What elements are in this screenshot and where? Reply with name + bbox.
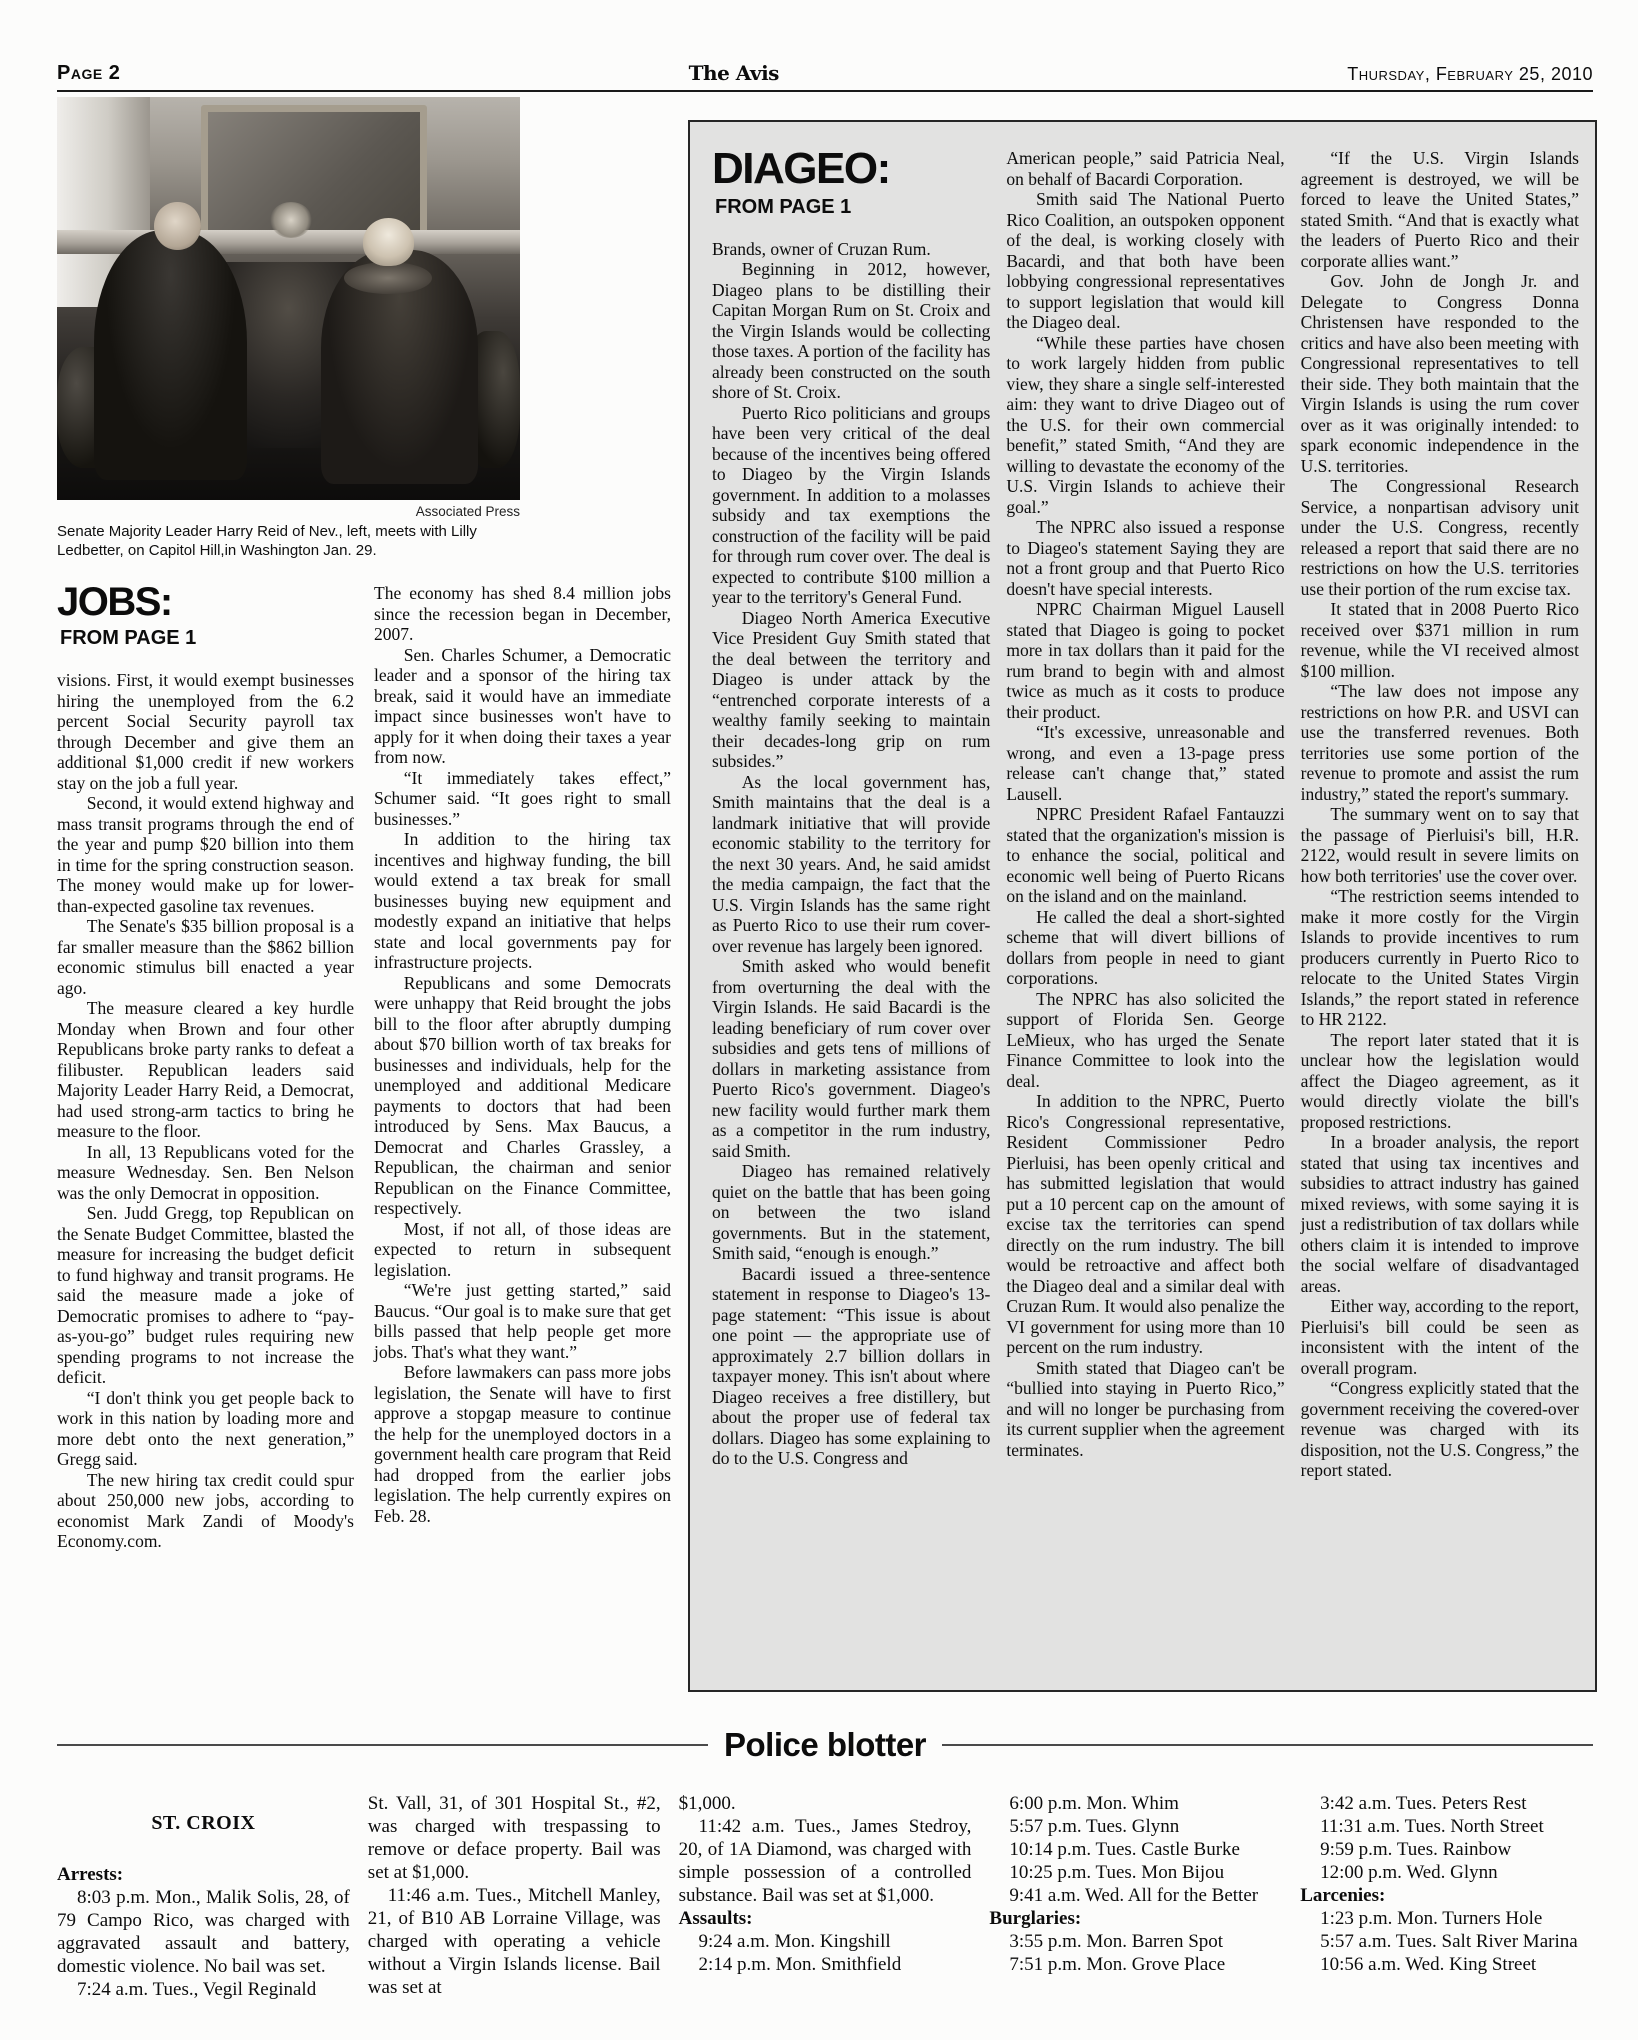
blotter-location-heading: ST. CROIX [151,1812,256,1834]
blotter-header [57,1726,1593,1764]
blotter-entry: St. Vall, 31, of 301 Hospital St., #2, was charged with trespassing to remove or deface property. Bail was set at $1,000. [367,1793,661,1883]
news-photo [57,97,520,500]
blotter-title: Police blotter [723,1726,927,1763]
article-paragraph: As the local government has, Smith maintains that the deal is a landmark initiative that will provide economic stability to the territory for the next 30 years. And, he said amidst the media campaign, the fact that the U.S. Virgin Islands has the same right as Puerto Rico to use their rum cover-over revenue has largely been ignored. [712,771,991,956]
blotter-entry: 9:41 a.m. Wed. All for the Better [1009,1885,1259,1906]
photo-figure-left [94,230,247,480]
newspaper-name: The Avis [688,61,779,85]
diageo-column-2 [1006,148,1284,1672]
article-paragraph: The economy has shed 8.4 million jobs since the recession began in December, 2007. [374,583,671,644]
blotter-entry: 3:42 a.m. Tues. Peters Rest [1320,1793,1527,1814]
article-paragraph: Brands, owner of Cruzan Rum. [712,238,931,259]
article-diageo [688,120,1597,1692]
photo-caption: Senate Majority Leader Harry Reid of Nev., left, meets with Lilly Ledbetter, on Capitol Hill,in Washington Jan. 29. [57,523,477,560]
article-paragraph: “I don't think you get people back to work in this nation by loading more and more debt onto the next generation,” Gregg said. [57,1387,354,1469]
article-paragraph: Smith stated that Diageo can't be “bullied into staying in Puerto Rico,” and will no longer be purchasing from its current supplier when the agreement terminates. [1006,1357,1285,1460]
blotter-category-label: Assaults: [678,1908,753,1929]
article-paragraph: Second, it would extend highway and mass transit programs through the end of the year and pump $20 billion into them in time for the spring construction season. The money would make up for lower-than-expected gasoline tax revenues. [57,793,354,916]
diageo-column-3 [1301,148,1579,1672]
jobs-headline: JOBS: [57,580,172,624]
article-paragraph: Republicans and some Democrats were unhappy that Reid brought the jobs bill to the floor after abruptly dumping about $70 billion worth of tax breaks for businesses and individuals, help for the unemployed and additional Medicare payments to doctors that had been introduced by Sens. Max Baucus, a Democrat and Charles Grassley, a Republican, the chairman and senior Republican on the Finance Committee, respectively. [374,972,671,1218]
article-paragraph: In addition to the hiring tax incentives and highway funding, the bill would extend a tax break for small businesses buying new equipment and modestly expand an initiative that helps state and local governments pay for infrastructure projects. [374,829,671,972]
diageo-kicker: FROM PAGE 1 [715,195,852,218]
masthead [57,54,1593,92]
article-paragraph: Smith said The National Puerto Rico Coalition, an outspoken opponent of the deal, is working closely with Bacardi, and that both have been lobbying congressional representatives to support legislation that would kill the Diageo deal. [1006,189,1285,332]
article-paragraph: NPRC Chairman Miguel Lausell stated that Diageo is going to pocket more in tax dollars than it paid for the rum brand to begin with and almost twice as much as it costs to produce their product. [1006,599,1285,722]
issue-date: Thursday, February 25, 2010 [1347,64,1593,84]
article-paragraph: “It's excessive, unreasonable and wrong, and even a 13-page press release can't change that,” stated Lausell. [1006,722,1285,804]
article-paragraph: Either way, according to the report, Pierluisi's bill could be seen as inconsistent with the intent of the overall program. [1300,1296,1579,1378]
blotter-entry: 2:14 p.m. Mon. Smithfield [698,1954,902,1975]
blotter-entry: 7:24 a.m. Tues., Vegil Reginald [76,1979,317,2000]
rule-left [57,1744,708,1746]
article-paragraph: “The restriction seems intended to make it more costly for the Virgin Islands to provide incentives to rum producers currently in Puerto Rico to relocate to the United States Virgin Islands,” the report stated in reference to HR 2122. [1300,886,1579,1029]
article-paragraph: The Senate's $35 billion proposal is a far smaller measure than the $862 billion economic stimulus bill enacted a year ago. [57,916,354,998]
photo-face-left [154,202,200,250]
blotter-column-5 [1300,1792,1593,2001]
article-paragraph: “If the U.S. Virgin Islands agreement is destroyed, we will be forced to leave the United States,” stated Smith. “And that is exactly what the leaders of Puerto Rico and their corporate allies want.” [1300,148,1579,271]
article-paragraph: “We're just getting started,” said Baucus. “Our goal is to make sure that get bills passed that help people get more jobs. That's what they want.” [374,1280,671,1362]
article-paragraph: visions. First, it would exempt businesses hiring the unemployed from the 6.2 percent Social Security payroll tax through December and give them an additional $1,000 credit if new workers stay on the job a full year. [57,670,354,793]
police-blotter [57,1726,1593,2001]
article-paragraph: In addition to the NPRC, Puerto Rico's Congressional representative, Resident Commissioner Pedro Pierluisi, has been openly critical and has submitted legislation that would put a 10 percent cap on the amount of excise tax the territories can spend directly on the rum industry. The bill would be retroactive and affect both the Diageo deal and a similar deal with Cruzan Rum. It would also penalize the VI government for using more than 10 percent on the rum industry. [1006,1091,1285,1357]
article-paragraph: The new hiring tax credit could spur about 250,000 new jobs, according to economist Mark Zandi of Moody's Economy.com. [57,1469,354,1551]
article-paragraph: The NPRC has also solicited the support of Florida Sen. George LeMieux, who has urged the Senate Finance Committee to look into the deal. [1006,988,1285,1091]
blotter-column-3 [679,1792,972,2001]
blotter-column-4 [989,1792,1282,2001]
article-paragraph: “The law does not impose any restrictions on how P.R. and USVI can use the transferred revenues. Both territories use some portion of the revenue to promote and assist the rum industry,” stated the report's summary. [1300,681,1579,804]
article-paragraph: It stated that in 2008 Puerto Rico received over $371 million in rum revenue, while the VI received almost $100 million. [1300,599,1579,681]
blotter-entry: 5:57 a.m. Tues. Salt River Marina [1320,1931,1578,1952]
article-paragraph: In all, 13 Republicans voted for the measure Wednesday. Sen. Ben Nelson was the only Democrat in opposition. [57,1141,354,1203]
article-paragraph: He called the deal a short-sighted scheme that will divert billions of dollars from people in need to giant corporations. [1006,906,1285,988]
blotter-entry: 8:03 p.m. Mon., Malik Solis, 28, of 79 Campo Rico, was charged with aggravated assault and battery, domestic violence. No bail was set. [57,1887,350,1977]
article-paragraph: American people,” said Patricia Neal, on behalf of Bacardi Corporation. [1006,148,1285,189]
jobs-column-1 [57,580,354,1552]
article-paragraph: The Congressional Research Service, a nonpartisan advisory unit under the U.S. Congress, recently released a report that said there are no restrictions on how the U.S. territories use their portion of the rum excise tax. [1300,476,1579,599]
photo-face-right [363,218,414,266]
blotter-entry: 9:24 a.m. Mon. Kingshill [698,1931,891,1952]
blotter-entry: 11:42 a.m. Tues., James Stedroy, 20, of 1A Diamond, was charged with simple possession of a controlled substance. Bail was set at $1,000. [678,1816,972,1906]
article-paragraph: Most, if not all, of those ideas are expected to return in subsequent legislation. [374,1218,671,1280]
blotter-column-1 [57,1792,350,2001]
photo-flowers-shape [270,202,312,238]
jobs-kicker: FROM PAGE 1 [60,627,197,649]
blotter-entry: 10:25 p.m. Tues. Mon Bijou [1009,1862,1225,1883]
article-paragraph: Diageo has remained relatively quiet on the battle that has been going on between the two island governments. But in the statement, Smith said, “enough is enough.” [712,1161,991,1264]
article-paragraph: Sen. Charles Schumer, a Democratic leader and a sponsor of the hiring tax break, said it would have an immediate impact since businesses won't have to apply for it when doing their taxes a year from now. [374,644,671,767]
blotter-columns [57,1792,1593,2001]
article-paragraph: Bacardi issued a three-sentence statement in response to Diageo's 13-page statement: “This issue is about one point — the appropriate use of approximately 2.7 billion dollars in taxpayer money. This isn't about where Diageo receives a free distillery, but about the proper use of federal tax dollars. Diageo has some explaining to do to the U.S. Congress and [712,1263,991,1469]
article-paragraph: In a broader analysis, the report stated that using tax incentives and subsidies to attract industry has gained mixed reviews, with some saying it is just a redistribution of tax dollars while others claim it is intended to improve the social welfare of disadvantaged areas. [1300,1132,1579,1296]
blotter-entry: 11:31 a.m. Tues. North Street [1320,1816,1544,1837]
blotter-entry: 5:57 p.m. Tues. Glynn [1009,1816,1180,1837]
article-paragraph: Diageo North America Executive Vice President Guy Smith stated that the deal between the territory and Diageo is under attack by the “entrenched corporate interests of a wealthy family seeking to maintain their decades-long grip on rum subsides.” [712,607,991,772]
diageo-headline: DIAGEO: [712,144,890,193]
diageo-column-1 [712,144,991,1672]
photo-credit: Associated Press [415,504,520,519]
article-paragraph: The measure cleared a key hurdle Monday when Brown and four other Republicans broke party ranks to defeat a filibuster. Republican leaders said Majority Leader Harry Reid, a Democrat, had used strong-arm tactics to bring he measure to the floor. [57,998,354,1141]
blotter-entry: $1,000. [678,1793,736,1814]
article-paragraph: “While these parties have chosen to work largely hidden from public view, they share a single self-interested aim: they want to drive Diageo out of the U.S. for their own commercial benefit,” stated Smith, “And they are willing to devastate the economy of the U.S. Virgin Islands to achieve their goal.” [1006,332,1285,517]
article-paragraph: The report later stated that it is unclear how the legislation would affect the Diageo agreement, as it would directly violate the bill's proposed restrictions. [1300,1029,1579,1132]
blotter-entry: 9:59 p.m. Tues. Rainbow [1320,1839,1512,1860]
article-paragraph: Beginning in 2012, however, Diageo plans to be distilling their Capitan Morgan Rum on St. Croix and the Virgin Islands would be collecting those taxes. A portion of the facility has already been constructed on the south shore of St. Croix. [712,259,991,403]
blotter-entry: 7:51 p.m. Mon. Grove Place [1009,1954,1226,1975]
blotter-category-label: Burglaries: [989,1908,1082,1929]
blotter-entry: 6:00 p.m. Mon. Whim [1009,1793,1179,1814]
article-paragraph: NPRC President Rafael Fantauzzi stated that the organization's mission is to enhance the social, political and economic well being of Puerto Ricans on the island and on the mainland. [1006,804,1285,906]
blotter-entry: 1:23 p.m. Mon. Turners Hole [1320,1908,1543,1929]
blotter-entry: 10:56 a.m. Wed. King Street [1320,1954,1537,1975]
blotter-column-2 [368,1792,661,2001]
article-paragraph: The summary went on to say that the passage of Pierluisi's bill, H.R. 2122, would result in severe limits on how both territories' use the cover over. [1300,804,1579,886]
page-number-label: Page 2 [57,62,121,84]
article-paragraph: “It immediately takes effect,” Schumer said. “It goes right to small businesses.” [374,767,671,829]
article-jobs [57,580,671,1552]
article-paragraph: Sen. Judd Gregg, top Republican on the Senate Budget Committee, blasted the measure for increasing the budget deficit to fund highway and transit programs. He said the measure made a joke of Democratic promises to adhere to “pay-as-you-go” budget rules requiring new spending programs to not increase the deficit. [57,1203,354,1387]
blotter-entry: 10:14 p.m. Tues. Castle Burke [1009,1839,1240,1860]
jobs-column-2 [374,583,671,1552]
blotter-entry: 11:46 a.m. Tues., Mitchell Manley, 21, of B10 AB Lorraine Village, was charged with operating a vehicle without a Virgin Islands license. Bail was set at [367,1885,661,1998]
article-paragraph: Puerto Rico politicians and groups have been very critical of the deal because of the incentives being offered to Diageo by the Virgin Islands government. In addition to a molasses subsidy and tax exemptions the construction of the facility will be paid for through rum cover over. The deal is expected to contribute $100 million a year to the territory's General Fund. [712,402,991,608]
blotter-category-label: Arrests: [57,1864,124,1885]
article-paragraph: Smith asked who would benefit from overturning the deal with the Virgin Islands. He said Bacardi is the leading beneficiary of rum cover over subsidies and gets tens of millions of dollars in marketing assistance from Puerto Rico's government. Diageo's new facility would further mark them as a competitor in the rum industry, said Smith. [712,956,991,1161]
article-paragraph: Before lawmakers can pass more jobs legislation, the Senate will have to first approve a stopgap measure to continue the help for the unemployed doctors in a government health care program that Reid had dropped from the earlier jobs legislation. The help currently expires on Feb. 28. [374,1362,671,1526]
blotter-category-label: Larcenies: [1300,1885,1386,1906]
article-paragraph: “Congress explicitly stated that the government receiving the covered-over revenue was charged with its disposition, not the U.S. Congress,” the report stated. [1300,1378,1579,1480]
blotter-entry: 3:55 p.m. Mon. Barren Spot [1009,1931,1224,1952]
article-paragraph: Gov. John de Jongh Jr. and Delegate to Congress Donna Christensen have responded to the critics and have also been meeting with Congressional representatives to tell their side. They both maintain that the Virgin Islands is using the rum cover over as it was originally intended: to spark economic independence in the U.S. territories. [1300,271,1579,476]
rule-right [942,1744,1593,1746]
blotter-entry: 12:00 p.m. Wed. Glynn [1320,1862,1498,1883]
article-paragraph: The NPRC also issued a response to Diageo's statement Saying they are not a front group and that Puerto Rico doesn't have special interests. [1006,517,1285,599]
